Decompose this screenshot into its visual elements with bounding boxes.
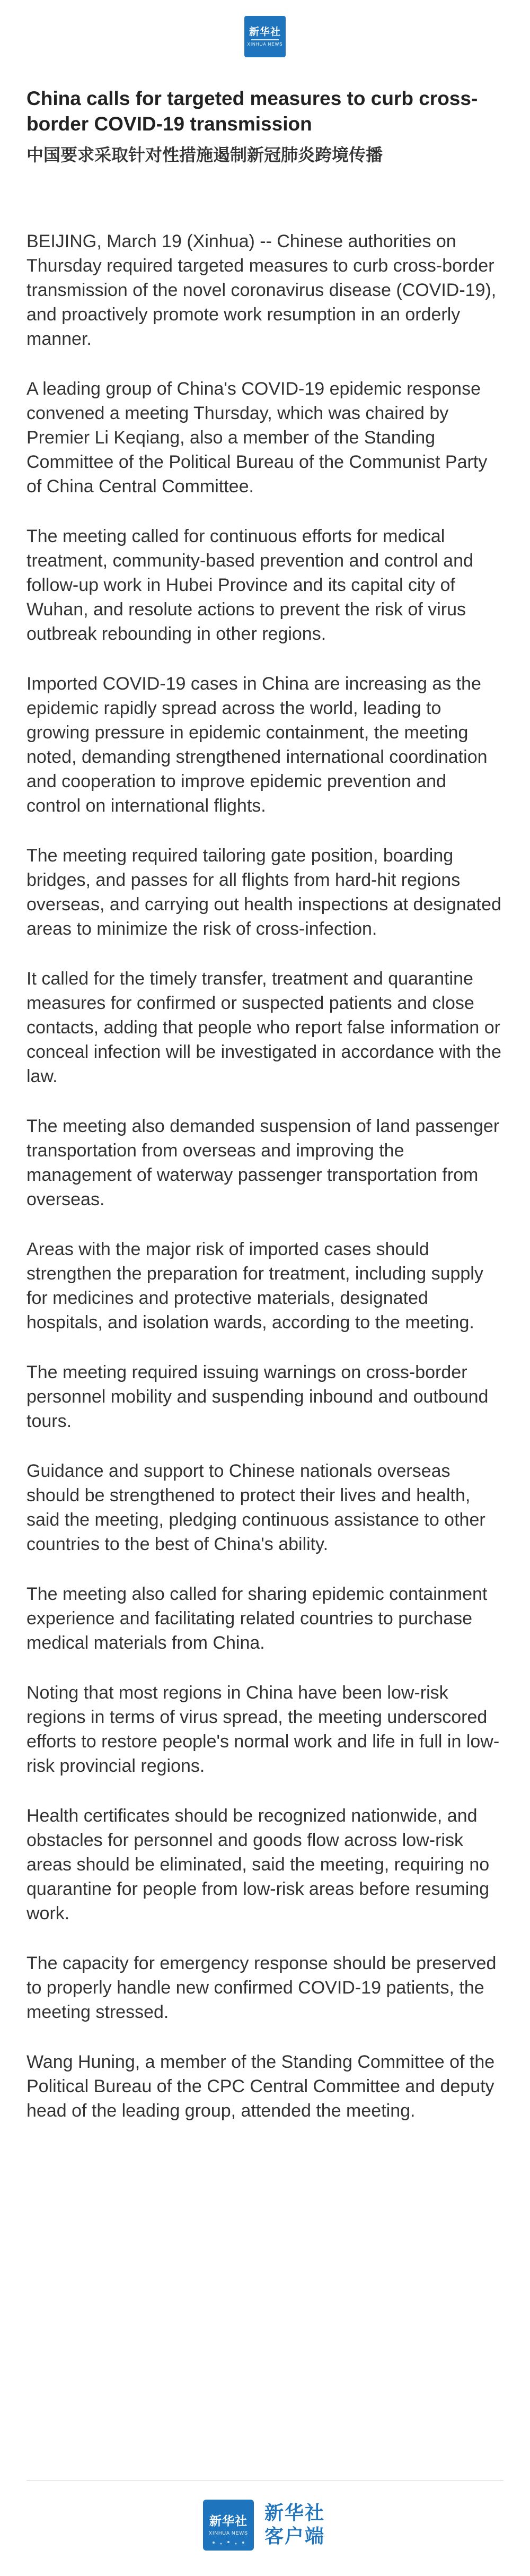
article-paragraph: Areas with the major risk of imported cases should strengthen the preparation for treatment, including supply for medicines and protective materials, designated hospitals, and isolation wards, according to the meeting. <box>26 1239 483 1333</box>
article-paragraph: Guidance and support to Chinese nationals overseas should be strengthened to protect their lives and health, said the meeting, pledging continuous assistance to other countries to the best of China's ability. <box>26 1461 485 1554</box>
article-paragraph: The meeting also called for sharing epidemic containment experience and facilitating related countries to purchase medical materials from China. <box>26 1584 488 1653</box>
article-body <box>26 229 504 2148</box>
logo-en-text: XINHUA NEWS <box>247 42 283 47</box>
article-paragraph: The meeting required tailoring gate position, boarding bridges, and passes for all flights from hard-hit regions overseas, and carrying out health inspections at designated areas to minimize the risk of cross-infection. <box>26 846 501 939</box>
article-paragraph: The meeting called for continuous efforts for medical treatment, community-based prevention and control and follow-up work in Hubei Province and its capital city of Wuhan, and resolute actions to prevent the risk of virus outbreak rebounding in other regions. <box>26 526 473 644</box>
article-paragraph: The capacity for emergency response should be preserved to properly handle new confirmed COVID-19 patients, the meeting stressed. <box>26 1953 497 2022</box>
article-paragraph: Imported COVID-19 cases in China are increasing as the epidemic rapidly spread across the world, leading to growing pressure in epidemic containment, the meeting noted, demanding strengthened international coordination and cooperation to improve epidemic prevention and control on international flights. <box>26 674 488 816</box>
article-title: China calls for targeted measures to curb cross-border COVID-19 transmission <box>26 88 478 135</box>
dots-decoration-icon <box>203 2539 254 2546</box>
article-paragraph: Noting that most regions in China have been low-risk regions in terms of virus spread, the meeting underscored efforts to restore people's normal work and life in full in low-risk provincial regions. <box>26 1683 500 1776</box>
article-paragraph: The meeting also demanded suspension of land passenger transportation from overseas and improving the management of waterway passenger transportation from overseas. <box>26 1116 500 1209</box>
footer-logo-en-text: XINHUA NEWS <box>208 2530 248 2536</box>
xinhua-app-icon <box>203 2500 254 2551</box>
article-paragraph: A leading group of China's COVID-19 epidemic response convened a meeting Thursday, which was chaired by Premier Li Keqiang, also a member of the Standing Committee of the Political Bureau of the Communist Party of China Central Committee. <box>26 379 488 497</box>
logo-cn-text: 新华社 <box>249 26 281 38</box>
footer-brand-text <box>264 2502 325 2548</box>
article-paragraph: Wang Huning, a member of the Standing Committee of the Political Bureau of the CPC Central Committee and deputy head of the leading group, attended the meeting. <box>26 2052 495 2121</box>
article-paragraph: It called for the timely transfer, treatment and quarantine measures for confirmed or suspected patients and close contacts, adding that people who report false information or conceal infection will be investigated in accordance with the law. <box>26 969 501 1086</box>
footer-logo-cn-text: 新华社 <box>209 2514 248 2528</box>
footer-brand <box>203 2500 325 2551</box>
footer-brand-name: 新华社 <box>264 2502 325 2524</box>
logo-divider <box>251 39 279 40</box>
article-paragraph: Health certificates should be recognized nationwide, and obstacles for personnel and goods flow across low-risk areas should be eliminated, said the meeting, requiring no quarantine for people from low-risk areas before resuming work. <box>26 1806 490 1924</box>
article-paragraph: The meeting required issuing warnings on cross-border personnel mobility and suspending inbound and outbound tours. <box>26 1362 489 1431</box>
footer-brand-sub: 客户端 <box>264 2526 325 2547</box>
xinhua-logo <box>244 16 286 57</box>
article-paragraph: BEIJING, March 19 (Xinhua) -- Chinese authorities on Thursday required targeted measures to curb cross-border transmission of the novel coronavirus disease (COVID-19), and proactively promote work resumption in an orderly manner. <box>26 231 497 349</box>
article-title-cn: 中国要求采取针对性措施遏制新冠肺炎跨境传播 <box>26 145 383 165</box>
